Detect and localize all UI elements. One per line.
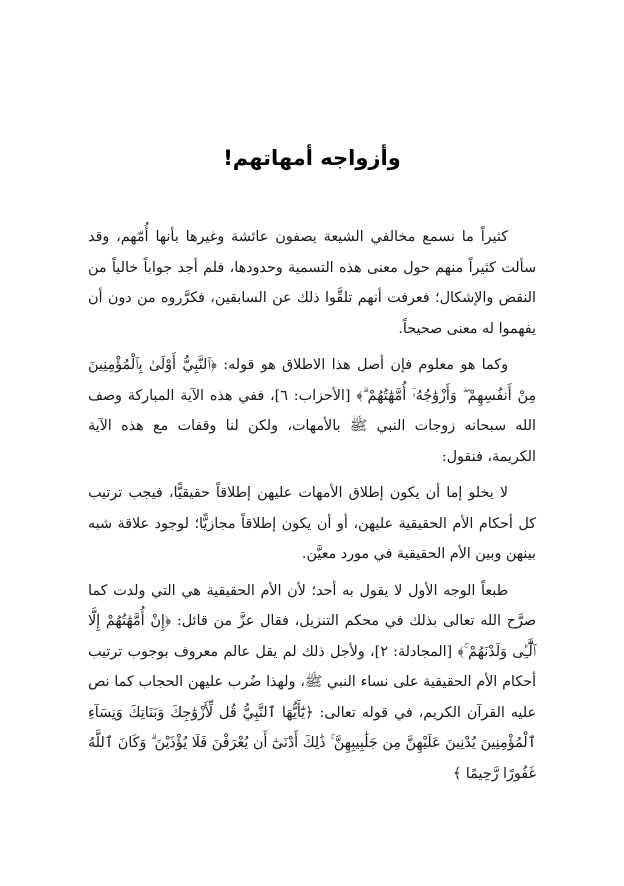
paragraph-1: كثيراً ما نسمع مخالفي الشيعة يصفون عائشة وغيرها بأنها أُمّهم، وقد سألت كثيراً منهم حول معنى هذه التسمية وحدودها، فلم أجد جواباً خالياً من النقض والإشكال؛ فعرفت أنهم تلقَّوا ذلك عن السابقين، فكرَّروه من دون أن يفهموا له معنى صحيحاً.: [88, 229, 536, 337]
paragraph-3: لا يخلو إما أن يكون إطلاق الأمهات عليهن إطلاقاً حقيقيًّا، فيجب ترتيب كل أحكام الأم الحقيقية عليهن، أو أن يكون إطلاقاً مجازيًّا؛ لوجود علاقة شبه بينهن وبين الأم الحقيقية في مورد معيَّن.: [88, 485, 536, 562]
page-body: [88, 222, 536, 789]
paragraph-4: طبعاً الوجه الأول لا يقول به أحد؛ لأن الأم الحقيقية هي التي ولدت كما صرَّح الله تعالى بذلك في محكم التنزيل، فقال عزَّ من قائل: ﴿إِنْ أُمَّهَٰتُهُمْ إِلَّا ٱلَّٰٓـِٔى وَلَدْنَهُمْ ۚ﴾ [المجادلة: ٢]، ولأجل ذلك لم يقل عالم معروف بوجوب ترتيب أحكام الأم الحقيقية على نساء النبي ﷺ، ولهذا ضُرب عليهن الحجاب كما نص عليه القرآن الكريم، في قوله تعالى: ﴿يَٰٓأَيُّهَا ٱلنَّبِيُّ قُل لِّأَزْوَٰجِكَ وَبَنَاتِكَ وَنِسَآءِ ٱلْمُؤْمِنِينَ يُدْنِينَ عَلَيْهِنَّ مِن جَلَٰبِيبِهِنَّ ۚ ذَٰلِكَ أَدْنَىٰٓ أَن يُعْرَفْنَ فَلَا يُؤْذَيْنَ ۗ وَكَانَ ٱللَّهُ غَفُورًا رَّحِيمًا ﴾: [88, 582, 536, 782]
paragraph-2: وكما هو معلوم فإن أصل هذا الاطلاق هو قوله: ﴿ٱلنَّبِيُّ أَوْلَىٰ بِٱلْمُؤْمِنِينَ مِنْ أَنفُسِهِمْ ۖ وَأَزْوَٰجُهُۥٓ أُمَّهَٰتُهُمْ ۗ﴾ [الأحزاب: ٦]، ففي هذه الآية المباركة وصف الله سبحانه زوجات النبي ﷺ بالأمهات، ولكن لنا وقفات مع هذه الآية الكريمة، فنقول:: [88, 357, 536, 465]
chapter-title: وأزواجه أمهاتهم!: [223, 146, 401, 170]
